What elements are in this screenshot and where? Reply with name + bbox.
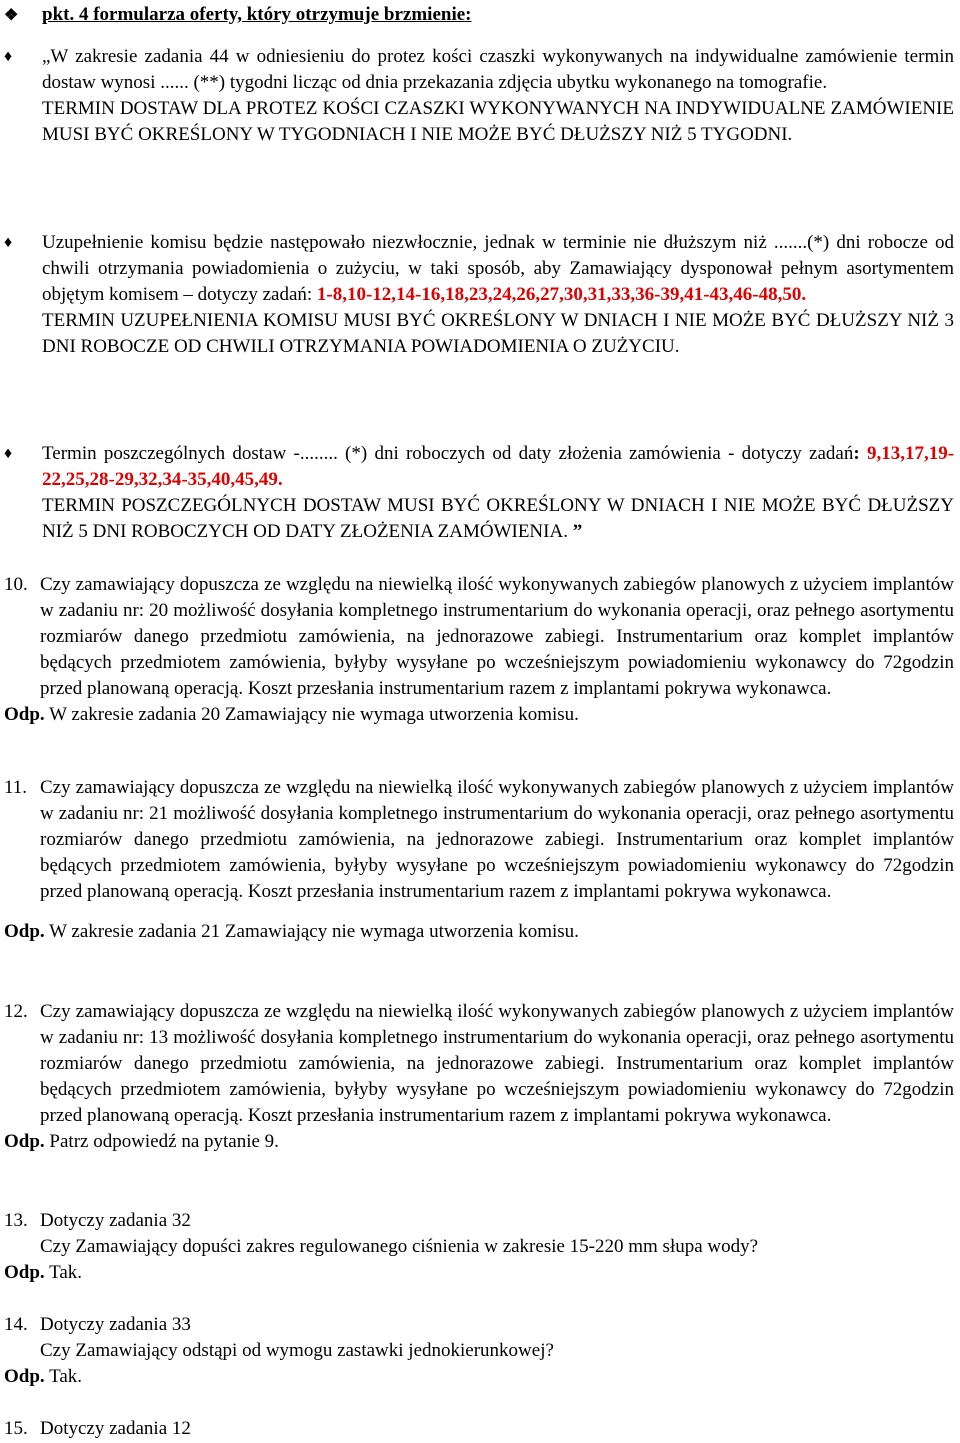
bullet-2-requirement: TERMIN UZUPEŁNIENIA KOMISU MUSI BYĆ OKREŚLONY W DNIACH I NIE MOŻE BYĆ DŁUŻSZY NIŻ 3 DNI ROBOCZE OD CHWILI OTRZYMANIA POWIADOMIENIA O ZUŻYCIU. <box>42 310 954 357</box>
question-number: 12. <box>4 1001 28 1022</box>
answer-text: W zakresie zadania 21 Zamawiający nie wymaga utworzenia komisu. <box>44 921 579 942</box>
answer <box>4 702 954 728</box>
answer-label: Odp. <box>4 704 45 725</box>
heading-text: pkt. 4 formularza oferty, który otrzymuje brzmienie: <box>42 4 472 25</box>
answer <box>4 1129 954 1155</box>
task-list-red: 1-8,10-12,14-16,18,23,24,26,27,30,31,33,36-39,41-43,46-48,50. <box>316 284 807 305</box>
answer <box>4 919 954 945</box>
question-text: Czy Zamawiający dopuści zakres regulowanego ciśnienia w zakresie 15-220 mm słupa wody? <box>40 1236 759 1257</box>
bullet-3-requirement <box>42 493 954 545</box>
diamond-bullet-icon: ♦ <box>4 445 13 462</box>
bullet-1-paragraph: „W zakresie zadania 44 w odniesieniu do protez kości czaszki wykonywanych na indywidualne zamówienie termin dostaw wynosi ...... (**) tygodni licząc od dnia przekazania zdjęcia ubytku wykonanego na tomografie. <box>42 46 954 93</box>
section-heading <box>4 2 472 28</box>
answer-text: W zakresie zadania 20 Zamawiający nie wymaga utworzenia komisu. <box>44 704 579 725</box>
task-list-red: 9,13,17,19-22,25,28-29,32,34-35,40,45,49. <box>42 443 955 490</box>
question-number: 11. <box>4 777 28 798</box>
bullet-1-requirement: TERMIN DOSTAW DLA PROTEZ KOŚCI CZASZKI WYKONYWANYCH NA INDYWIDUALNE ZAMÓWIENIE MUSI BYĆ OKREŚLONY W TYGODNIACH I NIE MOŻE BYĆ DŁUŻSZY NIŻ 5 TYGODNI. <box>42 98 954 145</box>
bullet-3-paragraph <box>42 441 954 493</box>
question-11 <box>4 775 954 945</box>
answer <box>4 1364 954 1390</box>
bullet-3-requirement-text: TERMIN POSZCZEGÓLNYCH DOSTAW MUSI BYĆ OKREŚLONY W DNIACH I NIE MOŻE BYĆ DŁUŻSZY NIŻ 5 DNI ROBOCZYCH OD DATY ZŁOŻENIA ZAMÓWIENIA. <box>42 495 954 542</box>
answer-label: Odp. <box>4 921 45 942</box>
diamond-check-icon: ❖ <box>4 7 19 24</box>
question-text: Czy zamawiający dopuszcza ze względu na niewielką ilość wykonywanych zabiegów planowych z użyciem implantów w zadaniu nr: 21 możliwość dosyłania kompletnego instrumentarium do wykonania operacji, oraz pełnego asortymentu rozmiarów danego przedmiotu zamówienia, na jednorazowe zabiegi. Instrumentarium oraz komplet implantów będących przedmiotem zamówienia, byłyby wysyłane po wcześniejszym powiadomieniu wykonawcy do 72godzin przed planowaną operacją. Koszt przesłania instrumentarium razem z implantami pokrywa wykonawca. <box>40 777 954 902</box>
question-number: 14. <box>4 1314 28 1335</box>
question-text: Czy zamawiający dopuszcza ze względu na niewielką ilość wykonywanych zabiegów planowych z użyciem implantów w zadaniu nr: 13 możliwość dosyłania kompletnego instrumentarium do wykonania operacji, oraz pełnego asortymentu rozmiarów danego przedmiotu zamówienia, na jednorazowe zabiegi. Instrumentarium oraz komplet implantów będących przedmiotem zamówienia, byłyby wysyłane po wcześniejszym powiadomieniu wykonawcy do 72godzin przed planowaną operacją. Koszt przesłania instrumentarium razem z implantami pokrywa wykonawca. <box>40 1001 954 1126</box>
question-text: Czy Zamawiający odstąpi od wymogu zastawki jednokierunkowej? <box>40 1340 554 1361</box>
answer-text: Patrz odpowiedź na pytanie 9. <box>44 1131 279 1152</box>
question-number: 10. <box>4 574 28 595</box>
question-10 <box>4 572 954 728</box>
question-title: Dotyczy zadania 33 <box>40 1314 191 1335</box>
question-text: Czy zamawiający dopuszcza ze względu na niewielką ilość wykonywanych zabiegów planowych z użyciem implantów w zadaniu nr: 20 możliwość dosyłania kompletnego instrumentarium do wykonania operacji, oraz pełnego asortymentu rozmiarów danego przedmiotu zamówienia, na jednorazowe zabiegi. Instrumentarium oraz komplet implantów będących przedmiotem zamówienia, byłyby wysyłane po wcześniejszym powiadomieniu wykonawcy do 72godzin przed planowaną operacją. Koszt przesłania instrumentarium razem z implantami pokrywa wykonawca. <box>40 574 954 699</box>
question-number: 15. <box>4 1418 28 1439</box>
bullet-2-text: Uzupełnienie komisu będzie następowało niezwłocznie, jednak w terminie nie dłuższym niż .......(*) dni robocze od chwili otrzymania powiadomienia o zużyciu, w taki sposób, aby Zamawiający dysponował pełnym asortymentem objętym komisem – dotyczy zadań: <box>42 232 954 305</box>
answer <box>4 1260 954 1286</box>
answer-label: Odp. <box>4 1262 45 1283</box>
answer-text: Tak. <box>44 1262 83 1283</box>
bullet-item-3 <box>4 441 954 545</box>
diamond-bullet-icon: ♦ <box>4 48 13 65</box>
answer-text: Tak. <box>44 1366 83 1387</box>
answer-label: Odp. <box>4 1131 45 1152</box>
question-13 <box>4 1208 954 1286</box>
diamond-bullet-icon: ♦ <box>4 234 13 251</box>
answer-label: Odp. <box>4 1366 45 1387</box>
closing-quote: ” <box>567 521 583 542</box>
bullet-3-text: Termin poszczególnych dostaw -........ (*) dni roboczych od daty złożenia zamówienia - dotyczy zadań <box>42 443 854 464</box>
bullet-item-2 <box>4 230 954 360</box>
question-14 <box>4 1312 954 1390</box>
bullet-2-paragraph <box>42 230 954 308</box>
question-15 <box>4 1416 954 1442</box>
question-12 <box>4 999 954 1155</box>
question-title: Dotyczy zadania 32 <box>40 1210 191 1231</box>
question-number: 13. <box>4 1210 28 1231</box>
question-title: Dotyczy zadania 12 <box>40 1418 191 1439</box>
bullet-item-1 <box>4 44 954 148</box>
bullet-3-colon: : <box>853 443 867 464</box>
